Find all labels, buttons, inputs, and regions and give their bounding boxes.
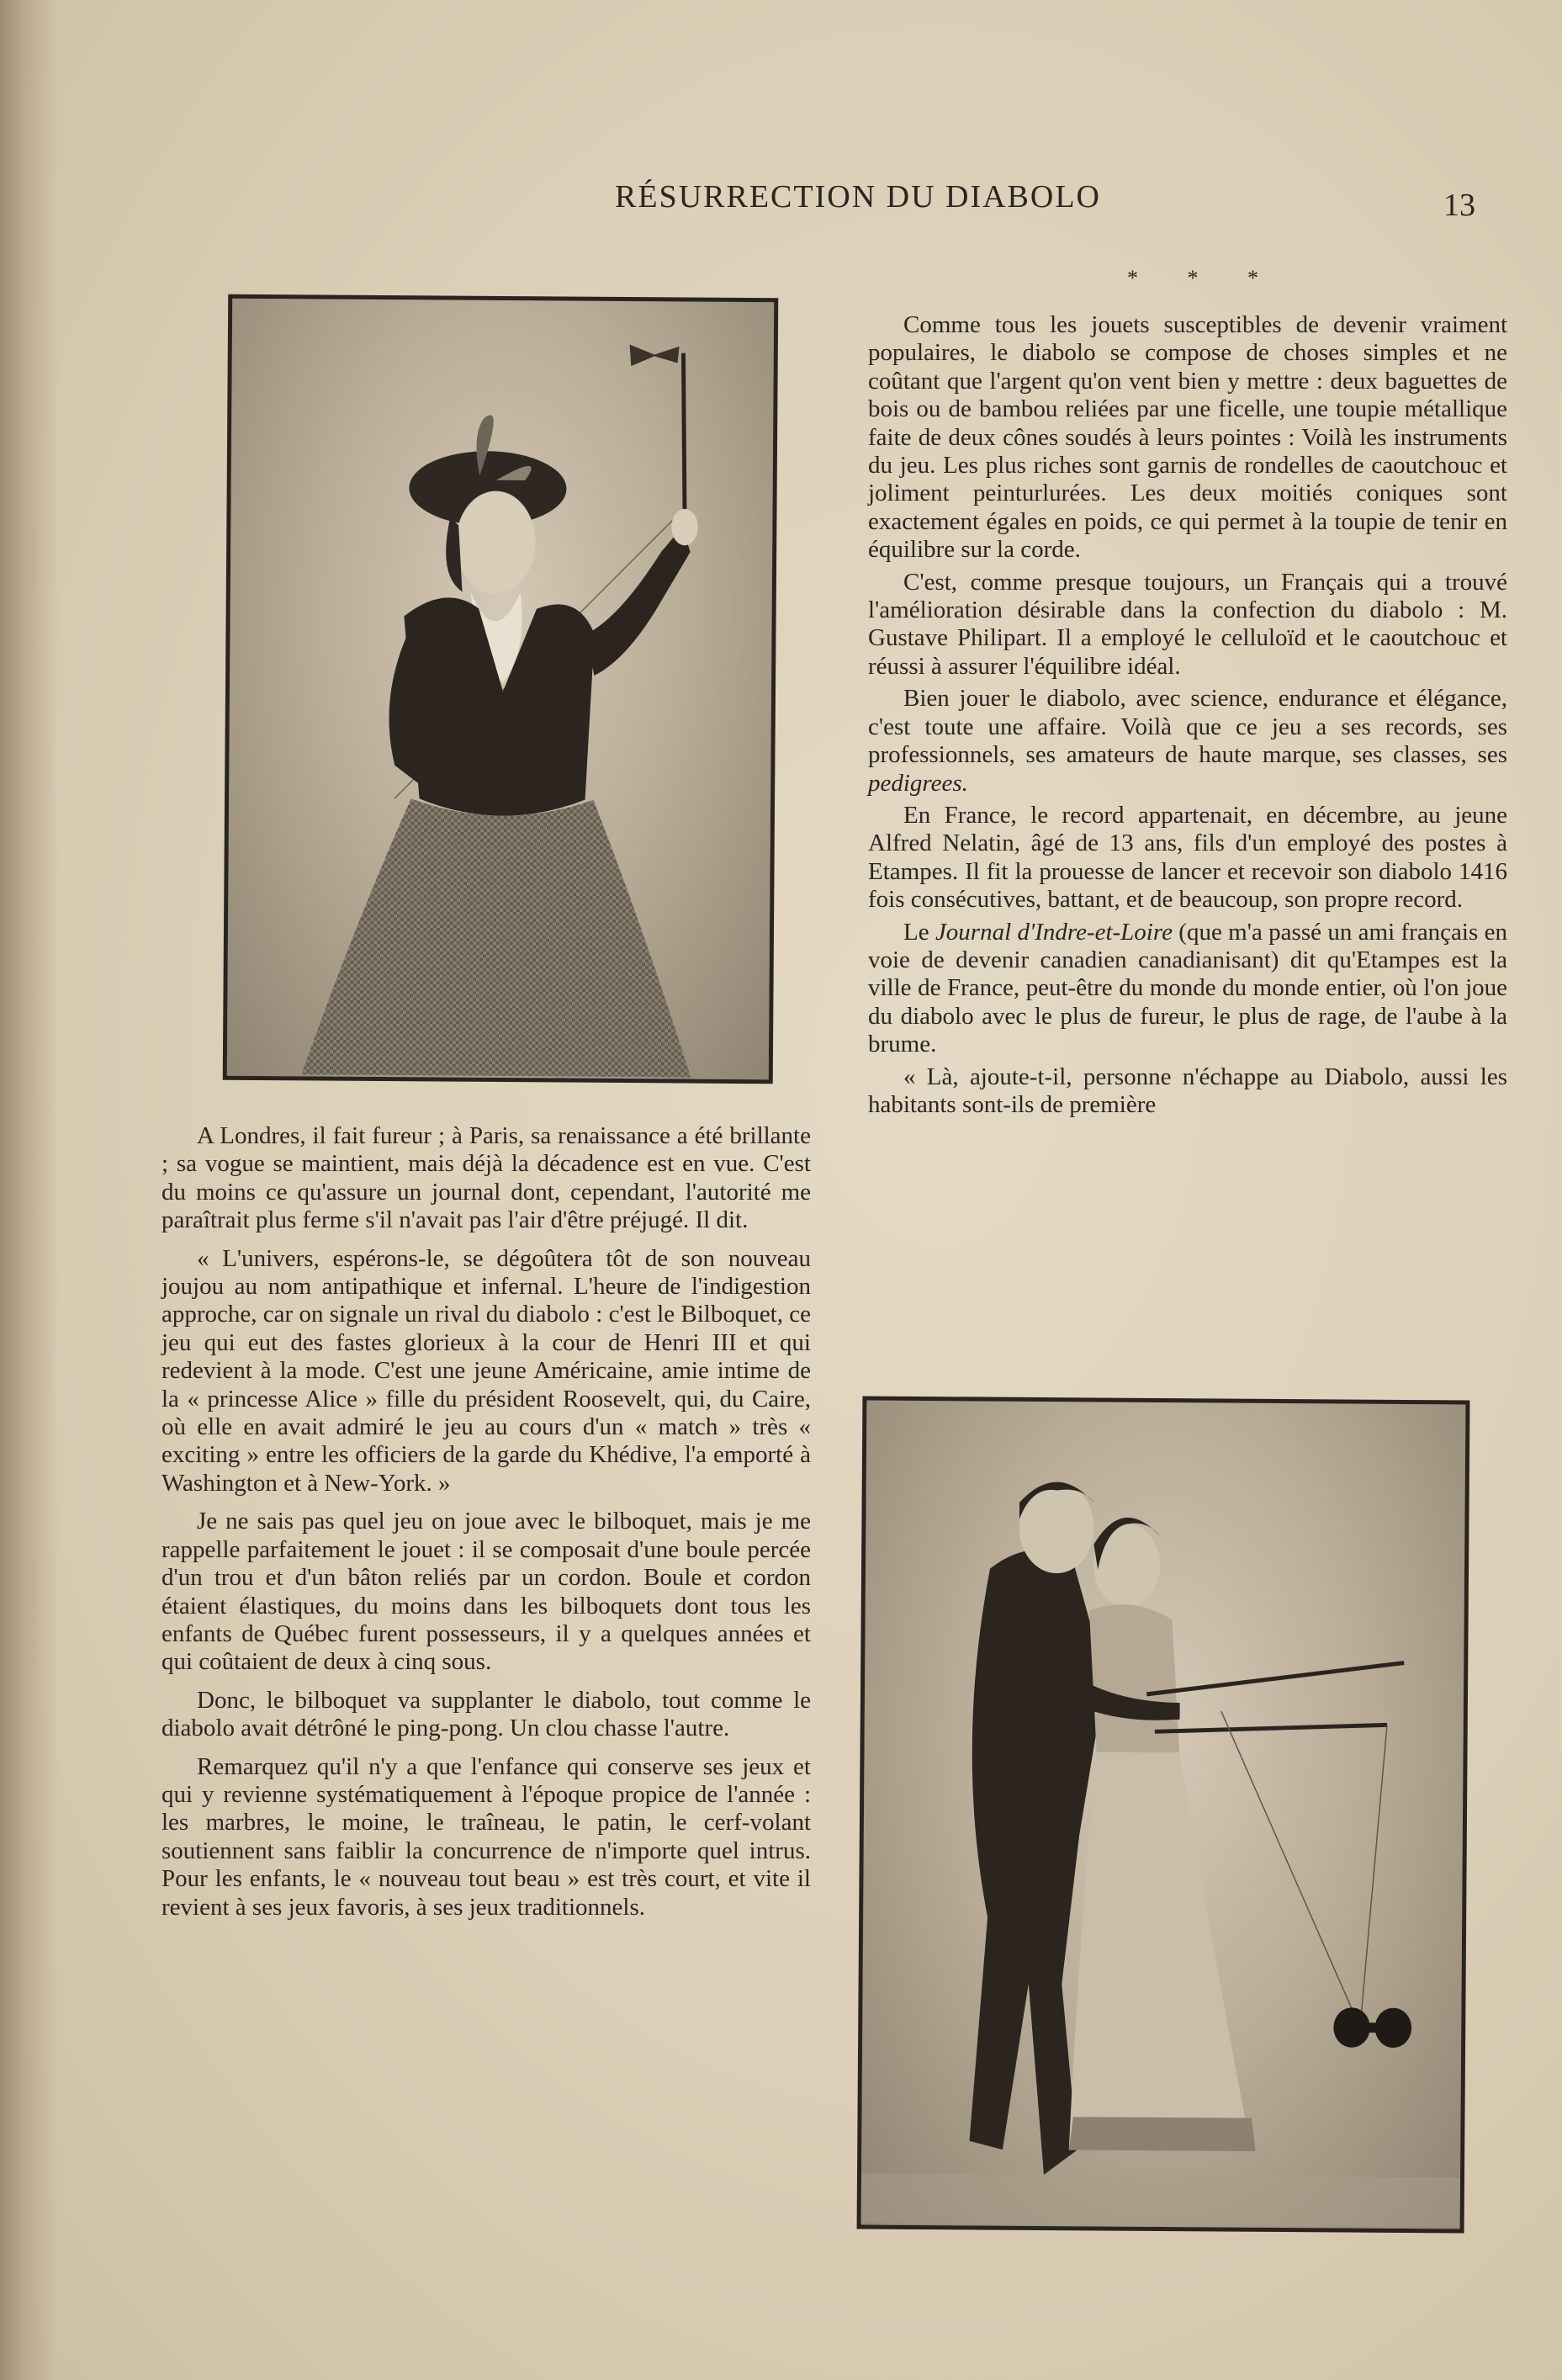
photo-couple-illustration	[861, 1401, 1466, 2229]
text-run: Bien jouer le diabolo, avec science, endurance et élégance, c'est toute une affaire. Voilà que ce jeu a ses records, ses professionnels, ses amateurs de haute marque, ses classes, ses	[868, 685, 1507, 769]
paragraph: Je ne sais pas quel jeu on joue avec le bilboquet, mais je me rappelle parfaitement le jouet : il se composait d'une boule percée d'un trou et d'un bâton reliés par un cordon. Boule et cordon étaient élastiques, du moins dans les bilboquets dont tous les enfants de Québec furent possesseurs, il y a quelques années et qui coûtaient de deux à cinq sous.	[161, 1508, 811, 1676]
newspaper-title: Journal d'Indre-et-Loire	[935, 918, 1173, 946]
binding-gutter	[0, 0, 59, 2380]
text-run: (que m'a passé un ami français en voie de devenir canadien canadianisant) dit qu'Etampes est la ville de France, peut-être du monde du monde entier, où l'on joue du diabolo avec le plus de fureur, le plus de rage, de l'aube à la brume.	[868, 918, 1507, 1058]
italic-word: pedigrees.	[868, 769, 968, 797]
photo-couple-with-diabolo	[857, 1396, 1470, 2233]
paragraph: A Londres, il fait fureur ; à Paris, sa renaissance a été brillante ; sa vogue se maintient, mais déjà la décadence est en vue. C'est du moins ce qu'assure un journal dont, cependant, l'autorité me paraîtrait plus ferme s'il n'avait pas l'air d'être préjugé. Il dit.	[161, 1122, 811, 1234]
right-column-text	[868, 311, 1507, 1123]
photo-woman-with-diabolo	[223, 294, 779, 1084]
paragraph: C'est, comme presque toujours, un Français qui a trouvé l'amélioration désirable dans la confection du diabolo : M. Gustave Philipart. Il a employé le celluloïd et le caoutchouc et réussi à assurer l'équilibre idéal.	[868, 568, 1507, 680]
paragraph: « Là, ajoute-t-il, personne n'échappe au Diabolo, aussi les habitants sont-ils de première	[868, 1063, 1507, 1118]
text-run: Le	[903, 918, 935, 946]
paragraph: Donc, le bilboquet va supplanter le diabolo, tout comme le diabolo avait détrôné le ping-pong. Un clou chasse l'autre.	[161, 1686, 811, 1742]
page-number: 13	[1443, 188, 1475, 223]
paragraph: En France, le record appartenait, en décembre, au jeune Alfred Nelatin, âgé de 13 ans, fils d'un employé des postes à Etampes. Il fit la prouesse de lancer et recevoir son diabolo 1416 fois consécutives, battant, et de beaucoup, son propre record.	[868, 801, 1507, 914]
paragraph: Remarquez qu'il n'y a que l'enfance qui conserve ses jeux et qui y revienne systématiquement à l'époque propice de l'année : les marbres, le moine, le traîneau, le patin, le cerf-volant soutiennent sans faiblir la concurrence de n'importe quel intrus. Pour les enfants, le « nouveau tout beau » est très court, et vite il revient à ses jeux favoris, à ses jeux traditionnels.	[161, 1752, 811, 1921]
paragraph: « L'univers, espérons-le, se dégoûtera tôt de son nouveau joujou au nom antipathique et infernal. L'heure de l'indigestion approche, car on signale un rival du diabolo : c'est le Bilboquet, ce jeu qui eut des fastes glorieux à la cour de Henri III et qui redevient à la mode. C'est une jeune Américaine, amie intime de la « princesse Alice » fille du président Roosevelt, qui, du Caire, où elle en avait admiré le jeu au cours d'un « match » très « exciting » entre les officiers de la garde du Khédive, l'a emporté à Washington et à New-York. »	[161, 1244, 811, 1497]
paragraph	[868, 919, 1507, 1059]
photo-woman-illustration	[227, 299, 774, 1079]
left-column-text	[161, 1122, 811, 1932]
section-separator: * * *	[1127, 266, 1280, 290]
paragraph: Comme tous les jouets susceptibles de devenir vraiment populaires, le diabolo se compose de choses simples et ne coûtant que l'argent qu'on vent bien y mettre : deux baguettes de bois ou de bambou reliées par une ficelle, une toupie métallique faite de deux cônes soudés à leurs pointes : Voilà les instruments du jeu. Les plus riches sont garnis de rondelles de caoutchouc et joliment peinturlurées. Les deux moitiés coniques sont exactement égales en poids, ce qui permet à la toupie de tenir en équilibre sur la corde.	[868, 311, 1507, 564]
running-title: RÉSURRECTION DU DIABOLO	[615, 179, 1101, 215]
paragraph	[868, 685, 1507, 798]
